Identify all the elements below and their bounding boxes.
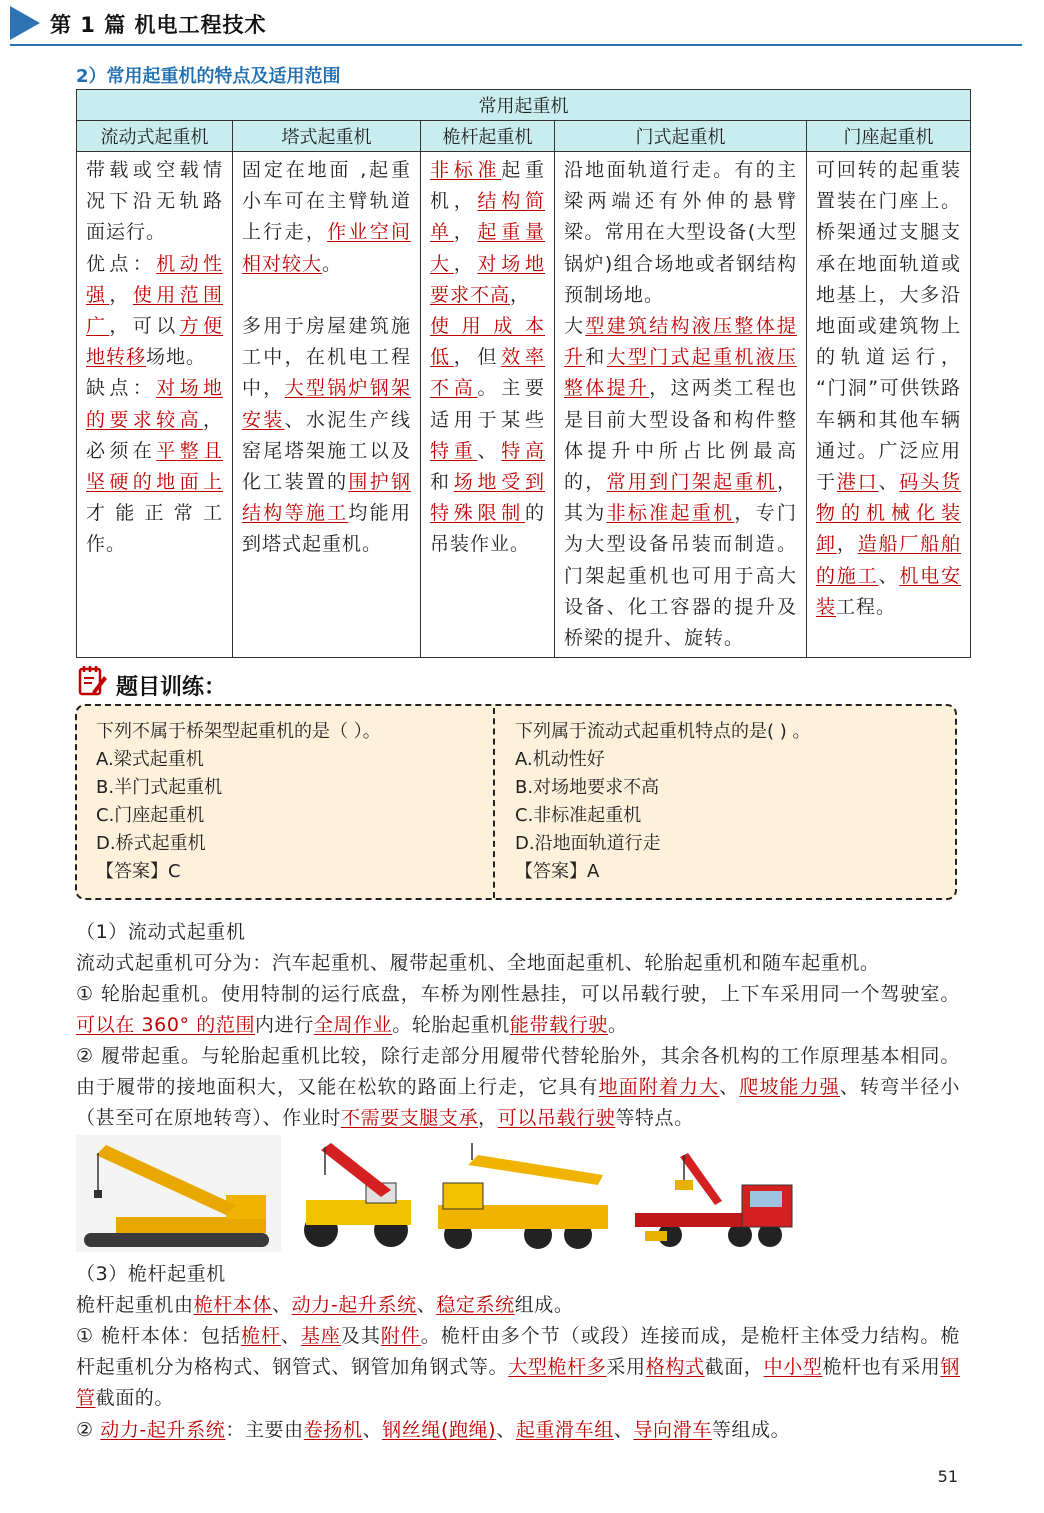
subheading-mast-crane: （3）桅杆起重机 [76,1263,226,1285]
question-1 [96,718,381,886]
paragraph-mast-body: ① 桅杆本体：包括桅杆、基座及其附件。桅杆由多个节（或段）连接而成，是桅杆主体受力结构。桅杆起重机分为格构式、钢管式、钢管加角钢式等。大型桅杆多采用格构式截面，中小型桅杆也有采用钢管截面的。 [76,1325,960,1410]
header-arrow-icon [10,6,40,40]
chapter-title: 第 1 篇 机电工程技术 [50,13,267,37]
truck-mounted-crane-image [630,1135,800,1252]
question-2 [515,718,811,886]
column-header: 塔式起重机 [233,121,421,152]
mast-crane-cell: 非标准起重机，结构简单，起重量大，对场地要求不高， 使用成本低，但效率不高。主要适用于某些特重、特高和场地受到特殊限制的吊装作业。 [421,152,555,658]
paragraph-lifting-system: ② 动力-起升系统：主要由卷扬机、钢丝绳(跑绳)、起重滑车组、导向滑车等组成。 [76,1419,791,1441]
subheading-mobile-crane: （1）流动式起重机 [76,921,246,943]
column-header: 流动式起重机 [77,121,233,152]
column-header: 门座起重机 [807,121,971,152]
table-caption: 常用起重机 [77,90,971,121]
option: A.机动性好 [515,749,605,770]
paragraph: 桅杆起重机由桅杆本体、动力-起升系统、稳定系统组成。 [76,1294,574,1316]
crawler-crane-image [76,1135,281,1252]
answer: 【答案】C [96,861,181,882]
paragraph-tire-crane: ① 轮胎起重机。使用特制的运行底盘，车桥为刚性悬挂，可以吊载行驶，上下车采用同一个驾驶室。可以在 360° 的范围内进行全周作业。轮胎起重机能带载行驶。 [76,983,960,1037]
section-title: 2）常用起重机的特点及适用范围 [76,66,341,87]
notepad-pen-icon [78,664,108,696]
mobile-crane-cell: 带载或空载情况下沿无轨路面运行。 优点：机动性强，使用范围广，可以方便地转移场地。 缺点：对场地的要求较高，必须在平整且坚硬的地面上才能正常工作。 [77,152,233,658]
gantry-crane-cell: 沿地面轨道行走。有的主梁两端还有外伸的悬臂梁。常用在大型设备(大型锅炉)组合场地或者钢结构预制场地。 大型建筑结构液压整体提升和大型门式起重机液压整体提升，这两类工程也是目前大型设备和构件整体提升中所占比例最高的，常用到门架起重机，其为非标准起重机，专门为大型设备吊装而制造。门架起重机也可用于高大设备、化工容器的提升及桥梁的提升、旋转。 [555,152,807,658]
truck-crane-image [428,1135,618,1252]
option: C.非标准起重机 [515,805,642,826]
tower-crane-cell: 固定在地面 ,起重小车可在主臂轨道上行走，作业空间相对较大。 多用于房屋建筑施工中，在机电工程中，大型锅炉钢架安装、水泥生产线窑尾塔架施工以及化工装置的围护钢结构等施工均能用到塔式起重机。 [233,152,421,658]
header-divider [10,44,1022,46]
option: B.半门式起重机 [96,777,223,798]
answer: 【答案】A [515,861,600,882]
paragraph: 流动式起重机可分为：汽车起重机、履带起重机、全地面起重机、轮胎起重机和随车起重机。 [76,952,880,974]
column-header: 门式起重机 [555,121,807,152]
exercise-divider [493,708,495,898]
question-stem: 下列属于流动式起重机特点的是( ) 。 [515,721,811,742]
exercise-title: 题目训练： [116,675,227,700]
option: A.梁式起重机 [96,749,204,770]
column-header: 桅杆起重机 [421,121,555,152]
option: C.门座起重机 [96,805,205,826]
page-number: 51 [937,1467,958,1486]
option: B.对场地要求不高 [515,777,660,798]
option: D.桥式起重机 [96,833,206,854]
crane-comparison-table [76,89,971,658]
rough-terrain-crane-image [291,1135,421,1252]
portal-crane-cell: 可回转的起重装置装在门座上。桥架通过支腿支承在地面轨道或地基上，大多沿地面或建筑物上的轨道运行， “门洞”可供铁路车辆和其他车辆通过。广泛应用于港口、码头货物的机械化装卸，造船厂船舶的施工、机电安装工程。 [807,152,971,658]
paragraph-crawler-crane: ② 履带起重。与轮胎起重机比较，除行走部分用履带代替轮胎外，其余各机构的工作原理基本相同。由于履带的接地面积大，又能在松软的路面上行走，它具有地面附着力大、爬坡能力强、转弯半径小（甚至可在原地转弯）、作业时不需要支腿支承，可以吊载行驶等特点。 [76,1045,960,1130]
question-stem: 下列不属于桥架型起重机的是（ ）。 [96,721,381,742]
option: D.沿地面轨道行走 [515,833,661,854]
